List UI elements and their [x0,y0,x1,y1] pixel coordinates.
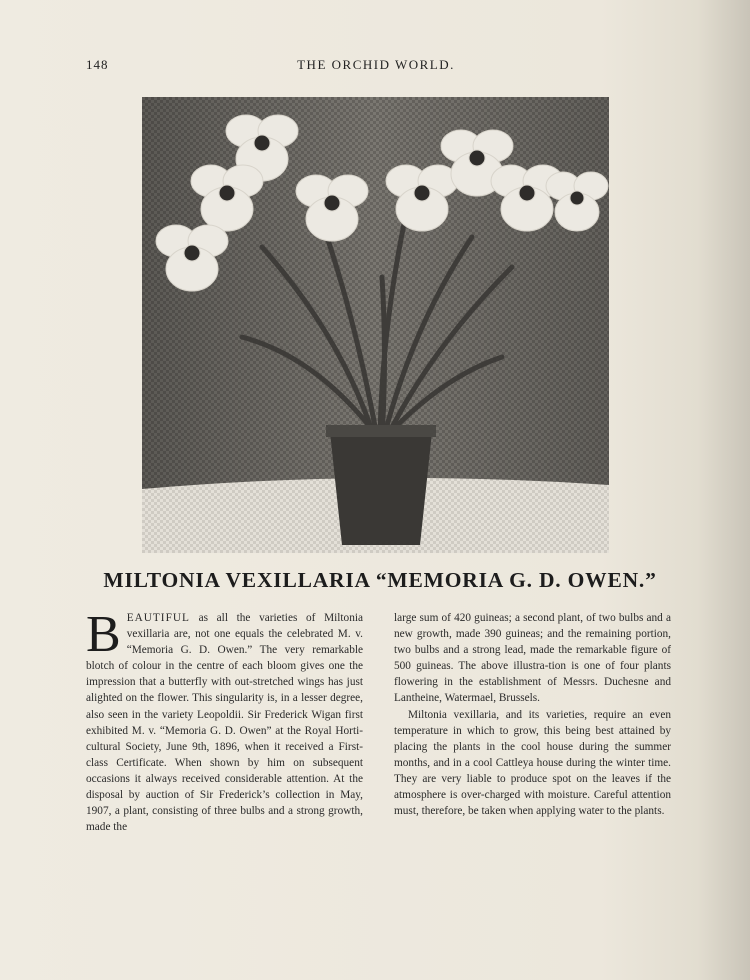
page-number: 148 [86,57,109,72]
article-title: MILTONIA VEXILLARIA “MEMORIA G. D. OWEN.” [103,568,657,592]
drop-cap: B [86,606,121,663]
opening-word: EAUTIFUL [126,612,190,624]
orchid-photograph [142,97,609,553]
right-column [394,610,671,819]
running-title: THE ORCHID WORLD. [297,57,455,72]
page-header [86,57,666,77]
orchid-photograph-icon [142,97,609,553]
right-paragraph-1: large sum of 420 guineas; a second plant, of two bulbs and a new growth, made 390 guineas; and the remaining portion, two bulbs and a strong lead, made the remarkable figure of 500 guineas. The above illustra-tion is one of four plants flowering in the establishment of Messrs. Duchesne and Lantheine, Watermael, Brussels. [394,612,671,705]
left-column [86,606,363,835]
right-paragraph-2: Miltonia vexillaria, and its varieties, require an even temperature in which to grow, this being best attained by placing the plants in the cool house during the summer months, and in a cool Cattleya house during the winter time. They are very liable to produce spot on the leaves if the atmosphere is over-charged with moisture. Careful attention must, therefore, be taken when applying water to the plants. [394,708,671,818]
left-paragraph [86,606,363,835]
left-paragraph-text: as all the varieties of Miltonia vexillaria are, not one equals the celebrated M. v. “Memoria G. D. Owen.” The very remarkable blotch of colour in the centre of each bloom gives one the impression that a butterfly with out-stretched wings has just alighted on the flower. This singularity is, in a lesser degree, also seen in the variety Leopoldii. Sir Frederick Wigan first exhibited M. v. “Memoria G. D. Owen” at the Royal Horti-cultural Society, June 9th, 1896, when it received a First-class Certificate. When shown by him on subsequent occasions it always received considerable attention. At the disposal by auction of Sir Frederick’s collection in May, 1907, a plant, consisting of three bulbs and a strong growth, made the [86,612,363,834]
